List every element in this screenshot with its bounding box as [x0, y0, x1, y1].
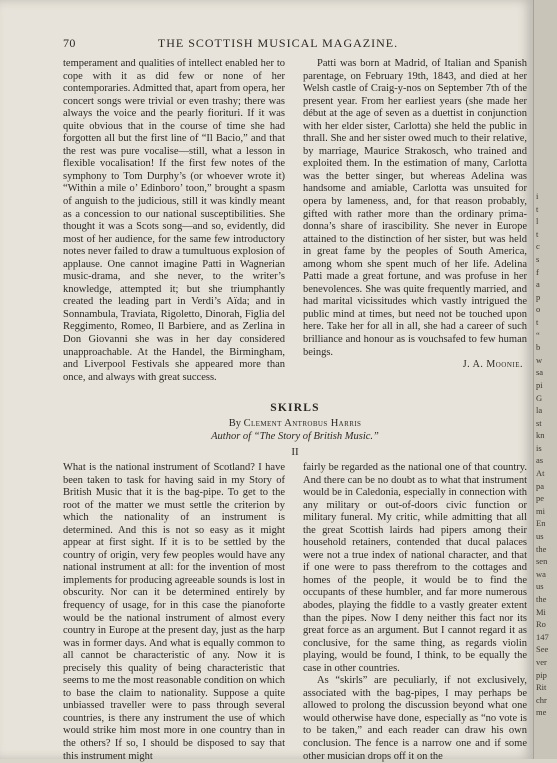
- edge-fragment: st: [536, 417, 542, 428]
- edge-fragment: s: [536, 253, 540, 264]
- author-credit: Author of “The Story of British Music.”: [211, 431, 379, 442]
- edge-fragment: sen: [536, 556, 548, 567]
- edge-fragment: c: [536, 241, 540, 252]
- edge-fragment: kn: [536, 430, 545, 441]
- edge-fragment: me: [536, 707, 547, 718]
- section-number: II: [291, 446, 299, 458]
- edge-fragment: is: [536, 442, 542, 453]
- column-right-top: [303, 58, 527, 372]
- edge-fragment: us: [536, 581, 544, 592]
- edge-fragment: Rit: [536, 682, 547, 693]
- edge-fragment: pe: [536, 493, 545, 504]
- edge-fragment: wa: [536, 568, 546, 579]
- edge-fragment: pi: [536, 379, 543, 390]
- edge-fragment: t: [536, 228, 539, 239]
- running-header: [59, 36, 497, 50]
- edge-fragment: “: [536, 329, 540, 340]
- edge-fragment: the: [536, 543, 547, 554]
- edge-fragment: l: [536, 216, 539, 227]
- edge-fragment: Ro: [536, 619, 546, 630]
- article-signature: J. A. Moonie.: [462, 359, 523, 371]
- paragraph: As “skirls” are peculiarly, if not exclusively, associated with the bag-pipes, I may perhaps be allowed to prolong the discussion beyond what one would otherwise have done, especially as “no vote is to be taken,” and each reader can draw his own conclusion. The fence is a narrow one and if some other musician drops off it on the: [303, 675, 527, 762]
- article-title: SKIRLS: [270, 402, 320, 414]
- page-number: 70: [63, 36, 76, 50]
- edge-fragment: the: [536, 594, 547, 604]
- next-page-text-fragments: [536, 190, 556, 719]
- edge-fragment: See: [536, 644, 549, 655]
- edge-fragment: G: [536, 392, 543, 403]
- edge-fragment: w: [536, 354, 543, 365]
- column-left-top: [63, 58, 285, 384]
- edge-fragment: f: [536, 266, 539, 277]
- edge-fragment: la: [536, 405, 543, 416]
- edge-fragment: At: [536, 468, 545, 479]
- edge-fragment: pa: [536, 480, 545, 491]
- edge-fragment: Mi: [536, 606, 546, 617]
- edge-fragment: p: [536, 291, 541, 302]
- column-right-bottom: [303, 462, 527, 763]
- byline-author: Clement Antrobus Harris: [243, 418, 362, 429]
- paragraph: What is the national instrument of Scotland? I have been taken to task for having said in my Story of British Music that it is the bag-pipe. To get to the root of the matter we must settle the criterion by which the nationality of an instrument is determined. And this is not so easy as it might appear at first sight. If it is to be settled by the country of origin, very few peoples would have any national instrument at all: for the invention of most implements for producing agreeable sounds is lost in obscurity. Nor can it be determined entirely by frequency of usage, for in this case the pianoforte would be the national instrument of almost every country in Europe at the present day, just as the harp was in former days. And what is equally common to all cannot be characteristic of any. Now it is precisely this quality of being characteristic that seems to me the most reasonable condition on which to base the claim to nationality. Suppose a quite unbiassed traveller were to pass through several countries, is there any instrument the use of which would strike him most more in one country than in the others? If so, I should be disposed to say that this instrument might: [63, 462, 285, 762]
- edge-fragment: o: [536, 304, 541, 315]
- edge-fragment: us: [536, 531, 544, 542]
- edge-fragment: t: [536, 203, 539, 214]
- column-left-bottom: [63, 462, 285, 763]
- paragraph: temperament and qualities of intellect enabled her to cope with it as did few or none of her contemporaries. Admitted that, apart from opera, her concert songs were trivial or even trashy; there was always the voice and the pearly fiorituri. If it was quite obvious that in the course of time she had forgotten all but the first line of “Il Bacio,” and that the rest was pure vocalise—still, what a lesson in flexible vocalisation! If the first few notes of the symphony to Tom Durphy’s (or whoever wrote it) “Within a mile o’ Edinboro’ toon,” brought a spasm of anguish to the judicious, still it was kindly meant as a concession to our national susceptibilities. She thought it was a Scots song—and so, evidently, did most of her audience, for the same few introductory notes never failed to draw a tumultuous explosion of applause. One cannot imagine Patti in Wagnerian music-drama, and she never, to the writer’s knowledge, attempted it; but she triumphantly created the leading part in Verdi’s Aïda; and in Sonnambula, Traviata, Rigoletto, Dinorah, Figlia del Reggimento, Romeo, Il Barbiere, and as Zerlina in Don Giovanni she was in her day considered unapproachable. At the Handel, the Birmingham, and Liverpool Festivals she appeared more than once, and always with great success.: [63, 58, 285, 383]
- edge-fragment: mi: [536, 505, 545, 516]
- edge-fragment: pip: [536, 669, 547, 680]
- edge-fragment: ver: [536, 656, 547, 667]
- edge-fragment: b: [536, 342, 541, 353]
- article-byline: [63, 418, 527, 429]
- paragraph: Patti was born at Madrid, of Italian and Spanish parentage, on February 19th, 1843, and died at her Welsh castle of Craig-y-nos on September 7th of the present year. From her earliest years (she made her début at the age of seven as a duettist in conjunction with her elder sister, Carlotta) she held the public in thrall. She and her sister owed much to their relative, by marriage, Maurice Strakosch, who trained and exploited them. In the estimation of many, Carlotta was the better singer, but whereas Adelina was handsome and amiable, Carlotta was unsuited for opera by lameness, and, for that reason probably, gifted with rather more than the ordinary prima-donna’s share of irascibility. She never in Europe attained to the distinction of her sister, but was held in great fame by the peoples of South America, among whom she spent much of her life. Adelina Patti made a great fortune, and was profuse in her benevolences. She was quite frequently married, and had marital vicissitudes which vastly intrigued the public mind at times, but need not be touched upon here. Take her for all in all, she had a career of such brilliance and honour as is vouchsafed to few human beings.: [303, 58, 527, 358]
- edge-fragment: sa: [536, 367, 544, 378]
- paragraph: fairly be regarded as the national one of that country. And there can be no doubt as to what that instrument would be in Caledonia, especially in connection with any military or out-of-doors civic function or military funeral. My critic, while admitting that all the great Scottish lairds had pipers among their household retainers, contended that ducal palaces were not a true index of national character, and that if one were to pass therefrom to the cottages and homes of the people, it would be to find the occupants of these humbler, and far more numerous abodes, playing the fiddle to a vastly greater extent than the pipes. Now I deny neither this fact nor its great force as an argument. But I cannot regard it as conclusive, for the same thing, as regards violin playing, would be found, I think, to be equally the case in other countries.: [303, 462, 527, 674]
- edge-fragment: t: [536, 316, 539, 327]
- edge-fragment: 147: [536, 631, 549, 642]
- edge-fragment: chr: [536, 694, 547, 705]
- edge-fragment: a: [536, 279, 540, 290]
- edge-fragment: En: [536, 518, 546, 529]
- running-title: THE SCOTTISH MUSICAL MAGAZINE.: [157, 36, 399, 50]
- edge-fragment: i: [536, 191, 539, 201]
- edge-fragment: as: [536, 455, 544, 466]
- byline-prefix: By: [228, 418, 241, 429]
